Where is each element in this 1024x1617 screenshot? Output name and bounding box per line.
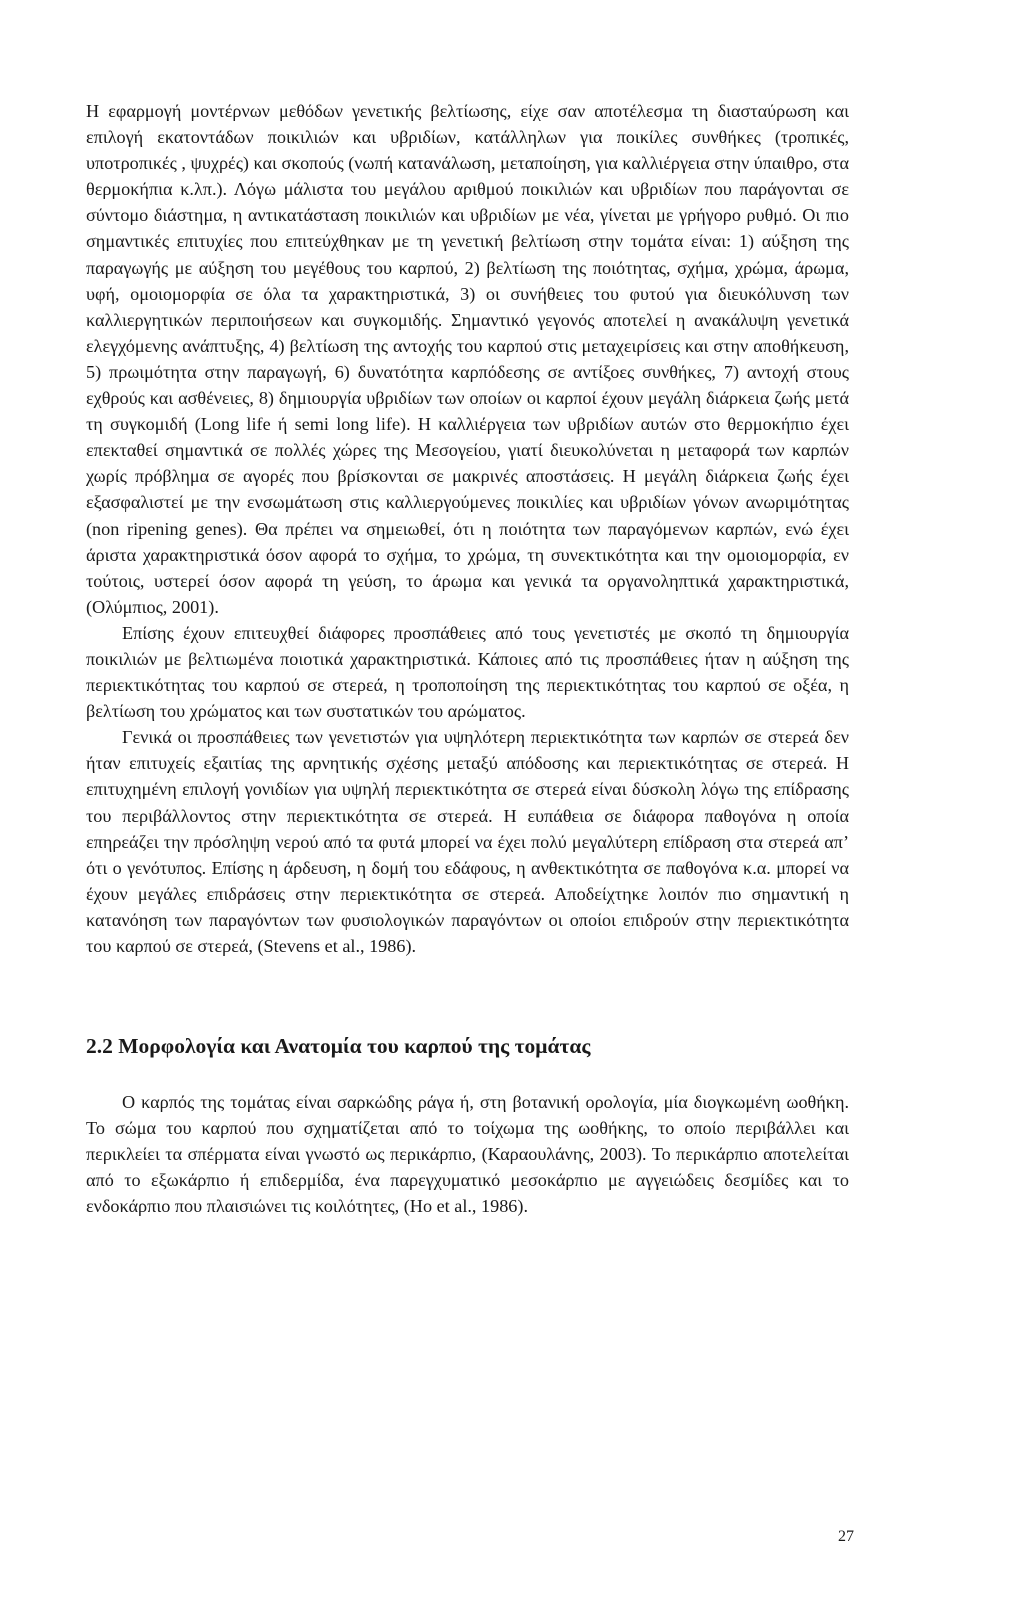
section-spacer xyxy=(86,959,849,1033)
section-number: 2.2 xyxy=(86,1034,113,1059)
paragraph-quality-efforts: Επίσης έχουν επιτευχθεί διάφορες προσπάθειες από τους γενετιστές με σκοπό τη δημιουργία ποικιλιών με βελτιωμένα ποιοτικά χαρακτηριστικά. Κάποιες από τις προσπάθειες ήταν η αύξηση της περιεκτικότητας του καρπού σε στερεά, η τροποποίηση της περιεκτικότητας του καρπού σε οξέα, η βελτίωση του χρώματος και των συστατικών του αρώματος. xyxy=(86,622,849,722)
document-page xyxy=(86,98,849,1220)
paragraph-genetic-improvement: Η εφαρμογή μοντέρνων μεθόδων γενετικής βελτίωσης, είχε σαν αποτέλεσμα τη διασταύρωση και επιλογή εκατοντάδων ποικιλιών και υβριδίων, κατάλληλων για ποικίλες συνθήκες (τροπικές, υποτροπικές , ψυχρές) και σκοπούς (νωπή κατανάλωση, μεταποίηση, για καλλιέργεια στην ύπαιθρο, στα θερμοκήπια κ.λπ.). Λόγω μάλιστα του μεγάλου αριθμού ποικιλιών και υβριδίων που παράγονται σε σύντομο διάστημα, η αντικατάσταση ποικιλιών και υβριδίων με νέα, γίνεται με γρήγορο ρυθμό. Οι πιο σημαντικές επιτυχίες που επιτεύχθηκαν με τη γενετική βελτίωση στην τομάτα είναι: 1) αύξηση της παραγωγής με αύξηση του μεγέθους του καρπού, 2) βελτίωση της ποιότητας, σχήμα, χρώμα, άρωμα, υφή, ομοιομορφία σε όλα τα χαρακτηριστικά, 3) οι συνήθειες του φυτού για διευκόλυνση των καλλιεργητικών περιποιήσεων και συγκομιδής. Σημαντικό γεγονός αποτελεί η ανακάλυψη γενετικά ελεγχόμενης ανάπτυξης, 4) βελτίωση της αντοχής του καρπού στις μεταχειρίσεις και στην αποθήκευση, 5) πρωιμότητα στην παραγωγή, 6) δυνατότητα καρπόδεσης σε αντίξοες συνθήκες, 7) αντοχή στους εχθρούς και ασθένειες, 8) δημιουργία υβριδίων των οποίων οι καρποί έχουν μεγάλη διάρκεια ζωής μετά τη συγκομιδή (Long life ή semi long life). Η καλλιέργεια των υβριδίων αυτών στο θερμοκήπιο έχει επεκταθεί σημαντικά σε πολλές χώρες της Μεσογείου, γιατί διευκολύνεται η μεταφορά των καρπών χωρίς πρόβλημα σε αγορές που βρίσκονται σε μακρινές αποστάσεις. Η μεγάλη διάρκεια ζωής έχει εξασφαλιστεί με την ενσωμάτωση στις καλλιεργούμενες ποικιλίες και υβριδίων γόνων ανωριμότητας (non ripening genes). Θα πρέπει να σημειωθεί, ότι η ποιότητα των παραγόμενων καρπών, ενώ έχει άριστα χαρακτηριστικά όσον αφορά το σχήμα, το χρώμα, τη συνεκτικότητα και την ομοιομορφία, εν τούτοις, υστερεί όσον αφορά τη γεύση, το άρωμα και γενικά τα οργανοληπτικά χαρακτηριστικά, (Ολύμπιος, 2001). xyxy=(86,101,849,617)
section-heading xyxy=(86,1033,849,1059)
paragraph-solids-content: Γενικά οι προσπάθειες των γενετιστών για υψηλότερη περιεκτικότητα των καρπών σε στερεά δεν ήταν επιτυχείς εξαιτίας της αρνητικής σχέσης μεταξύ απόδοσης και περιεκτικότητας σε στερεά. Η επιτυχημένη επιλογή γονιδίων για υψηλή περιεκτικότητα σε στερεά είναι δύσκολη λόγω της επίδρασης του περιβάλλοντος στην περιεκτικότητα σε στερεά. Η ευπάθεια σε διάφορα παθογόνα η οποία επηρεάζει την πρόσληψη νερού από τα φυτά μπορεί να έχει πολύ μεγαλύτερη επίδραση στα στερεά απ’ ότι ο γενότυπος. Επίσης η άρδευση, η δομή του εδάφους, η ανθεκτικότητα σε παθογόνα κ.α. μπορεί να έχουν μεγάλες επιδράσεις στην περιεκτικότητα σε στερεά. Αποδείχτηκε λοιπόν πιο σημαντική η κατανόηση των παραγόντων των φυσιολογικών παραγόντων οι οποίοι επιδρούν στην περιεκτικότητα του καρπού σε στερεά, (Stevens et al., 1986). xyxy=(86,727,849,956)
heading-spacer xyxy=(86,1059,849,1089)
section-title: Μορφολογία και Ανατομία του καρπού της τομάτας xyxy=(118,1034,591,1059)
page-number: 27 xyxy=(838,1528,854,1545)
paragraph-fruit-morphology: Ο καρπός της τομάτας είναι σαρκώδης ράγα ή, στη βοτανική ορολογία, μία διογκωμένη ωοθήκη. Το σώμα του καρπού που σχηματίζεται από το τοίχωμα της ωοθήκης, το οποίο περιβάλλει και περικλείει τα σπέρματα είναι γνωστό ως περικάρπιο, (Καραουλάνης, 2003). Το περικάρπιο αποτελείται από το εξωκάρπιο ή επιδερμίδα, ένα παρεγχυματικό μεσοκάρπιο με αγγειώδεις δεσμίδες και το ενδοκάρπιο που πλαισιώνει τις κοιλότητες, (Ho et al., 1986). xyxy=(86,1092,849,1217)
